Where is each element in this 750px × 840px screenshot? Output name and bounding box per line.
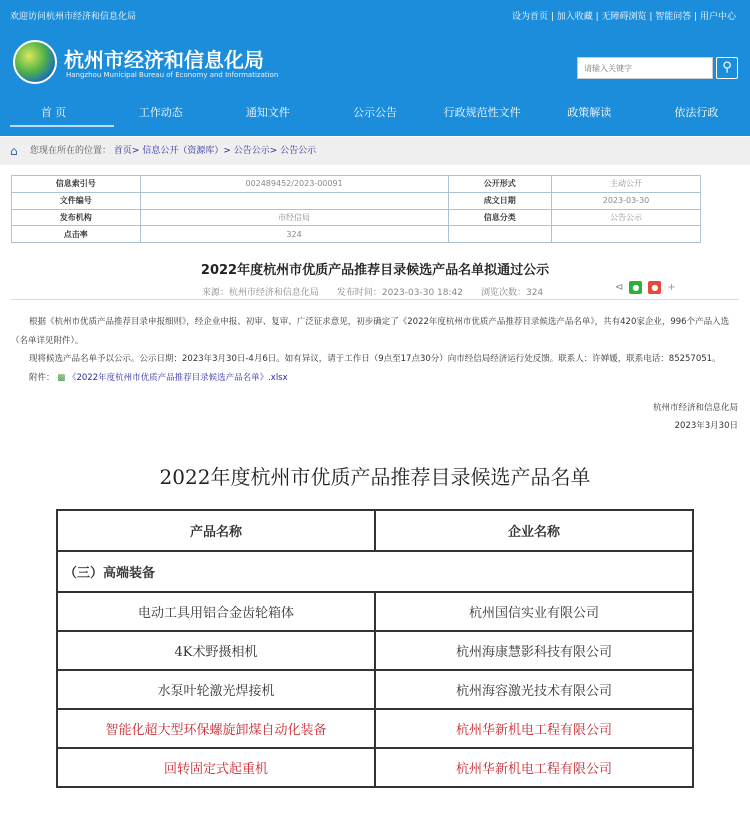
attachment-link[interactable]: 《2022年度杭州市优质产品推荐目录候选产品名单》.xlsx <box>67 372 288 383</box>
excel-file-icon: ▩ <box>57 372 66 383</box>
table-row <box>57 592 693 631</box>
nav-policy[interactable]: 政策解读 <box>567 106 612 119</box>
company-name: 杭州海康慧影科技有限公司 <box>375 631 693 670</box>
signature-org: 杭州市经济和信息化局 <box>652 403 738 413</box>
info-value: 324 <box>140 226 448 243</box>
home-icon: ⌂ <box>10 144 18 158</box>
company-name: 杭州国信实业有限公司 <box>375 592 693 631</box>
welcome-text: 欢迎访问杭州市经济和信息化局 <box>10 12 137 22</box>
info-value: 002489452/2023-00091 <box>140 176 448 193</box>
more-icon[interactable]: + <box>667 282 676 293</box>
company-name: 杭州华新机电工程有限公司 <box>375 709 693 748</box>
site-logo[interactable] <box>13 40 57 84</box>
wechat-icon[interactable]: ● <box>629 281 642 294</box>
info-key: 成文日期 <box>448 192 551 209</box>
info-value <box>552 226 701 243</box>
section-header: （三）高端装备 <box>57 551 693 592</box>
list-title: 2022年度杭州市优质产品推荐目录候选产品名单 <box>159 465 591 489</box>
attachment-label: 附件： <box>29 372 55 383</box>
column-header: 产品名称 <box>57 510 375 551</box>
site-header <box>0 0 750 136</box>
breadcrumb-label: 您现在所在的位置： <box>30 146 112 156</box>
candidate-list-table <box>56 509 694 788</box>
article-meta: 来源：杭州市经济和信息化局 发布时间：2023-03-30 18:42 浏览次数：324 <box>201 288 544 298</box>
article-title: 2022年度杭州市优质产品推荐目录候选产品名单拟通过公示 <box>200 263 550 278</box>
signature <box>0 399 750 435</box>
product-name: 电动工具用铝合金齿轮箱体 <box>57 592 375 631</box>
table-row-highlighted <box>57 709 693 748</box>
info-key <box>448 226 551 243</box>
product-name: 水泵叶轮激光焊接机 <box>57 670 375 709</box>
site-name-en: Hangzhou Municipal Bureau of Economy and Informatization <box>66 71 279 79</box>
nav-notices[interactable]: 通知文件 <box>245 106 290 119</box>
site-name: 杭州市经济和信息化局 <box>64 48 264 72</box>
top-links[interactable]: 设为首页 | 加入收藏 | 无障碍浏览 | 智能问答 | 用户中心 <box>511 12 736 22</box>
breadcrumb-info[interactable]: 信息公开（资源库）> <box>142 146 231 156</box>
divider <box>11 299 739 300</box>
info-key: 信息索引号 <box>12 176 141 193</box>
nav-work[interactable]: 工作动态 <box>138 106 183 119</box>
article-body <box>11 313 739 387</box>
breadcrumb-home[interactable]: 首页> <box>113 146 140 156</box>
info-value: 市经信局 <box>140 209 448 226</box>
nav-announcements[interactable]: 公示公告 <box>352 106 397 119</box>
main-nav <box>0 102 750 124</box>
product-name: 回转固定式起重机 <box>57 748 375 787</box>
breadcrumb-current[interactable]: 公告公示 <box>280 146 317 156</box>
info-key: 信息分类 <box>448 209 551 226</box>
info-key: 发布机构 <box>12 209 141 226</box>
info-key: 点击率 <box>12 226 141 243</box>
table-row <box>57 631 693 670</box>
attachment <box>11 369 739 388</box>
nav-home[interactable]: 首 页 <box>40 106 67 119</box>
company-name: 杭州华新机电工程有限公司 <box>375 748 693 787</box>
product-name: 4K术野摄相机 <box>57 631 375 670</box>
nav-law[interactable]: 依法行政 <box>674 106 719 119</box>
column-header: 企业名称 <box>375 510 693 551</box>
info-value: 2023-03-30 <box>552 192 701 209</box>
content-flow <box>0 313 750 788</box>
search-icon: ⚲ <box>722 60 732 75</box>
nav-active-underline <box>10 125 114 127</box>
weibo-icon[interactable]: ● <box>648 281 661 294</box>
table-row-highlighted <box>57 748 693 787</box>
table-row <box>57 670 693 709</box>
share-icon[interactable]: ⊲ <box>615 282 624 293</box>
info-table <box>11 175 701 243</box>
product-name: 智能化超大型环保螺旋卸煤自动化装备 <box>57 709 375 748</box>
info-key: 文件编号 <box>12 192 141 209</box>
nav-regulations[interactable]: 行政规范性文件 <box>443 106 521 119</box>
company-name: 杭州海容激光技术有限公司 <box>375 670 693 709</box>
breadcrumb <box>0 137 750 165</box>
share-bar <box>615 281 676 294</box>
breadcrumb-announce[interactable]: 公告公示> <box>233 146 278 156</box>
signature-date: 2023年3月30日 <box>674 421 738 431</box>
info-value <box>140 192 448 209</box>
info-value: 主动公开 <box>552 176 701 193</box>
paragraph: 根据《杭州市优质产品推荐目录申报细则》，经企业申报、初审、复审、广泛征求意见，初步确定了《2022年度杭州市优质产品推荐目录候选产品名单》，共有420家企业，996个产品入选（名单详见附件）。 <box>11 317 730 346</box>
info-key: 公开形式 <box>448 176 551 193</box>
paragraph: 现将候选产品名单予以公示。公示日期：2023年3月30日-4月6日。如有异议，请于工作日（9点至17点30分）向市经信局经济运行处反馈。联系人：许婵媛，联系电话：85257051。 <box>29 354 721 364</box>
info-value: 公告公示 <box>552 209 701 226</box>
search-button[interactable] <box>716 57 738 79</box>
search-input[interactable]: 请输入关键字 <box>577 57 713 79</box>
